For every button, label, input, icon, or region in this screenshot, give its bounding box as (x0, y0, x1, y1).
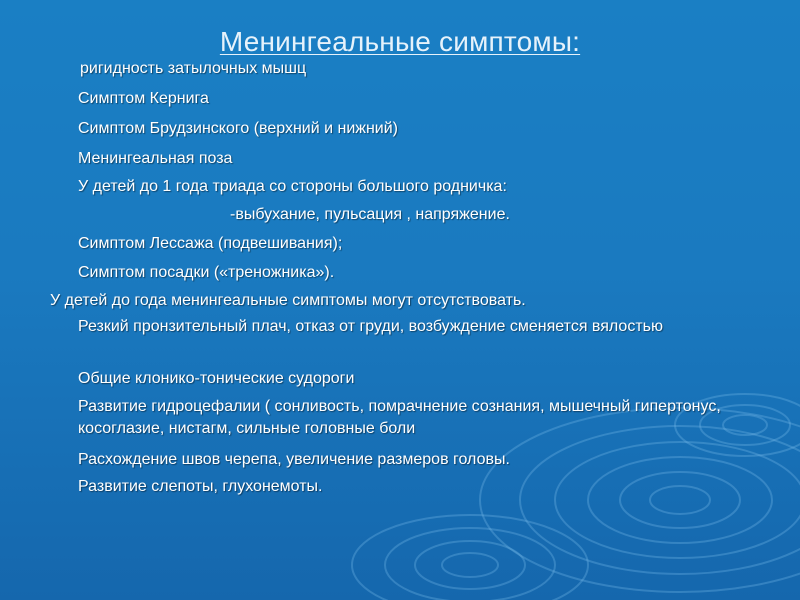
triad-sub-line: -выбухание, пульсация , напряжение. (230, 206, 510, 223)
slide-title: Менингеальные симптомы: (219, 26, 581, 57)
list-item: Развитие гидроцефалии ( сонливость, помрачнение сознания, мышечный гипертонус, косоглазие, нистагм, сильные головные боли (78, 398, 721, 437)
list-item: ригидность затылочных мышц (80, 60, 307, 77)
list-item: У детей до 1 года триада со стороны большого родничка: (78, 178, 507, 195)
list-item: Симптом Кернига (78, 90, 209, 107)
list-item: Менингеальная поза (78, 150, 233, 167)
list-item: Симптом посадки («треножника»). (78, 264, 335, 281)
list-item: Симптом Брудзинского (верхний и нижний) (78, 120, 399, 137)
list-item: Расхождение швов черепа, увеличение размеров головы. (78, 451, 510, 468)
list-item: Резкий пронзительный плач, отказ от груди, возбуждение сменяется вялостью (78, 318, 663, 335)
list-item: Общие клонико-тонические судороги (78, 370, 355, 387)
list-item: Развитие слепоты, глухонемоты. (78, 478, 323, 495)
note-line: У детей до года менингеальные симптомы могут отсутствовать. (50, 292, 526, 309)
list-item: Симптом Лессажа (подвешивания); (78, 235, 343, 252)
